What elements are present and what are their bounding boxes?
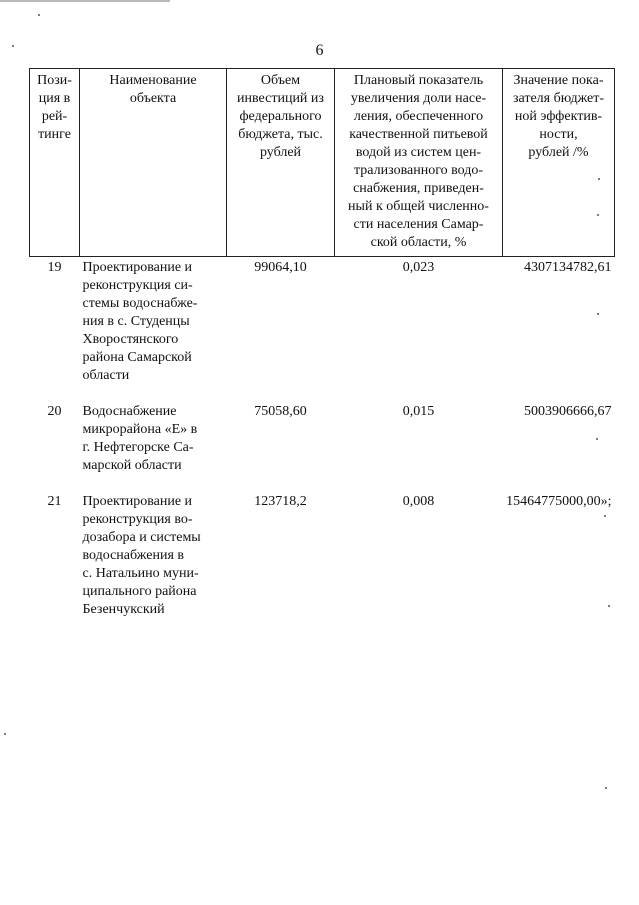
cell-investment: 99064,10 xyxy=(254,260,307,275)
cell-population-share: 0,008 xyxy=(402,494,435,509)
page-number: 6 xyxy=(315,42,324,59)
cell-position: 19 xyxy=(47,260,62,275)
cell-budget-efficiency: 15464775000,00»; xyxy=(506,494,612,509)
scan-speck xyxy=(38,14,40,16)
cell-object-name: Проектирование и реконструкция си- стемы водоснабже- ния в с. Студенцы Хворостянского района Самарской области xyxy=(82,260,198,383)
scan-speck xyxy=(605,787,607,789)
table-row xyxy=(30,401,615,491)
cell-population-share: 0,015 xyxy=(402,404,435,419)
cell-investment: 123718,2 xyxy=(254,494,307,509)
cell-investment: 75058,60 xyxy=(254,404,307,419)
header-investment: Объем инвестиций из федерального бюджета, тыс. рублей xyxy=(227,69,335,257)
scan-speck xyxy=(4,733,6,735)
table-header-row xyxy=(30,69,615,257)
cell-population-share: 0,023 xyxy=(402,260,435,275)
cell-object-name: Проектирование и реконструкция во- дозабора и системы водоснабжения в с. Натальино муни- ципального района Безенчукский xyxy=(82,494,201,617)
header-budget-efficiency: Значение пока- зателя бюджет- ной эффектив- ности, рублей /% xyxy=(503,69,615,257)
cell-budget-efficiency: 5003906666,67 xyxy=(524,404,612,419)
cell-position: 21 xyxy=(47,494,62,509)
header-object-name: Наименование объекта xyxy=(80,69,227,257)
table-row xyxy=(30,491,615,635)
table-body xyxy=(30,257,615,636)
header-position: Пози- ция в рей- тинге xyxy=(30,69,80,257)
cell-budget-efficiency: 4307134782,61 xyxy=(524,260,612,275)
header-population-share: Плановый показатель увеличения доли насе- ления, обеспеченного качественной питьевой водой из систем цен- трализованного водо- снабжения, приведен- ный к общей численно- сти населения Самар- ской области, % xyxy=(335,69,503,257)
table-row xyxy=(30,257,615,402)
investment-table xyxy=(29,68,615,635)
scan-edge-artifact xyxy=(0,0,170,2)
cell-position: 20 xyxy=(47,404,62,419)
cell-object-name: Водоснабжение микрорайона «Е» в г. Нефтегорске Са- марской области xyxy=(82,404,198,473)
